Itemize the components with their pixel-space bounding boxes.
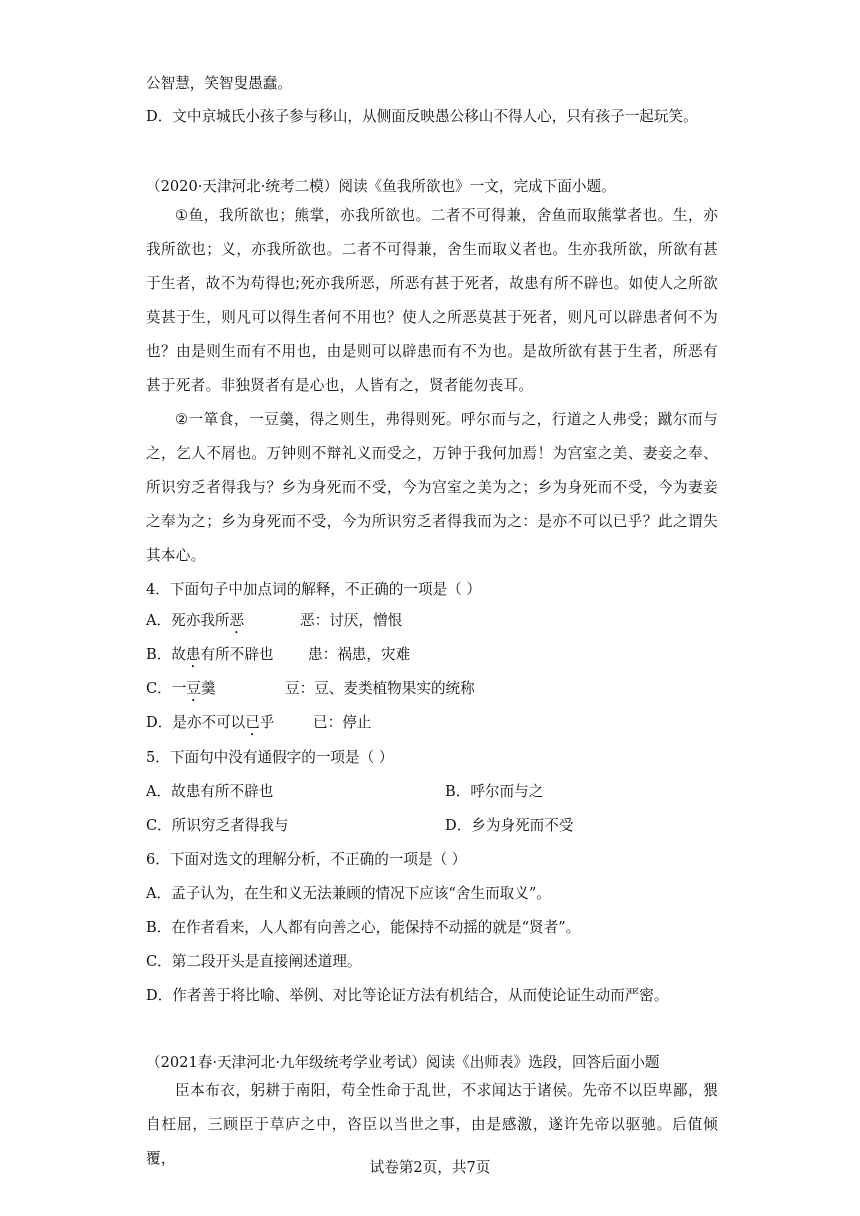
q4-option-b-gloss: 患：祸患，灾难 — [308, 646, 411, 663]
passage1-paragraph2: ②一箪食，一豆羹，得之则生，弗得则死。呼尔而与之，行道之人弗受；蹴尔而与之，乞人不屑也。万钟则不辩礼义而受之，万钟于我何加焉！为宫室之美、妻妾之奉、所识穷乏者得我与？乡为身死而不受，今为宫室之美为之；乡为身死而不受，今为妻妾之奉为之；乡为身死而不受，今为所识穷乏者得我而为之：是亦不可以已乎？此之谓失其本心。 — [146, 411, 718, 564]
q4-option-b-dotted-word: 患 — [185, 646, 201, 663]
q4-option-a-dotted-word: 恶 — [229, 612, 245, 629]
q4-option-d-dotted-word: 已 — [245, 714, 260, 731]
question-5-stem: 5．下面句中没有通假字的一项是（ ） — [146, 749, 394, 766]
q4-option-c-post: 羹 — [200, 680, 216, 697]
passage1-paragraph1: ①鱼，我所欲也；熊掌，亦我所欲也。二者不可得兼，舍鱼而取熊掌者也。生，亦我所欲也；义，亦我所欲也。二者不可得兼，舍生而取义者也。生亦我所欲，所欲有甚于生者，故不为苟得也;死亦我所恶，所恶有甚于死者，故患有所不辟也。如使人之所欲莫甚于生，则凡可以得生者何不用也？使人之所恶莫甚于死者，则凡可以辟患者何不为也？由是则生而有不用也，由是则可以辟患而有不为也。是故所欲有甚于生者，所恶有甚于死者。非独贤者有是心也，人皆有之，贤者能勿丧耳。 — [146, 207, 718, 394]
q4-option-b-pre: B．故 — [146, 646, 186, 663]
q4-option-c-gloss: 豆：豆、麦类植物果实的统称 — [285, 680, 475, 697]
q4-option-a — [146, 611, 244, 637]
q4-option-b-post: 有所不辟也 — [200, 646, 274, 663]
q6-option-a: A．孟子认为，在生和义无法兼顾的情况下应该“舍生而取义”。 — [146, 885, 551, 902]
q6-option-b: B．在作者看来，人人都有向善之心，能保持不动摇的就是“贤者”。 — [146, 919, 581, 936]
q6-option-c: C．第二段开头是直接阐述道理。 — [146, 953, 362, 970]
q5-option-b: B．呼尔而与之 — [445, 783, 544, 800]
q4-option-c-dotted-word: 豆 — [186, 680, 201, 697]
q4-option-c-pre: C．一 — [146, 680, 187, 697]
q5-option-a: A．故患有所不辟也 — [146, 783, 274, 800]
q4-option-c — [146, 679, 216, 705]
question-6-stem: 6．下面对选文的理解分析，不正确的一项是（ ） — [146, 851, 467, 868]
prev-answer-continuation: 公智慧，笑智叟愚蠢。 — [146, 75, 292, 92]
section2-intro: （2021春·天津河北·九年级统考学业考试）阅读《出师表》选段，回答后面小题 — [146, 1054, 660, 1071]
q4-option-b — [146, 645, 274, 671]
q5-option-c: C．所识穷乏者得我与 — [146, 817, 289, 834]
q4-option-d-gloss: 已：停止 — [313, 714, 372, 731]
q6-option-d: D．作者善于将比喻、举例、对比等论证方法有机结合，从而使论证生动而严密。 — [146, 987, 669, 1004]
question-4-stem: 4．下面句子中加点词的解释，不正确的一项是（ ） — [146, 581, 481, 598]
passage2-paragraph1: 臣本布衣，躬耕于南阳，苟全性命于乱世，不求闻达于诸侯。先帝不以臣卑鄙，猥自枉屈，三顾臣于草庐之中，咨臣以当世之事，由是感激，遂许先帝以驱驰。后值倾覆， — [146, 1082, 718, 1167]
page-footer: 试卷第2页，共7页 — [369, 1159, 491, 1176]
q4-option-a-gloss: 恶：讨厌，憎恨 — [300, 612, 403, 629]
section1-intro: （2020·天津河北·统考二模）阅读《鱼我所欲也》一文，完成下面小题。 — [146, 178, 616, 195]
q4-option-d-post: 乎 — [259, 714, 275, 731]
prev-option-d: D．文中京城氏小孩子参与移山，从侧面反映愚公移山不得人心，只有孩子一起玩笑。 — [146, 108, 698, 125]
q4-option-d-pre: D．是亦不可以 — [146, 714, 246, 731]
q4-option-a-pre: A．死亦我所 — [146, 612, 230, 629]
q5-option-d: D．乡为身死而不受 — [445, 817, 574, 834]
q4-option-d — [146, 713, 274, 739]
